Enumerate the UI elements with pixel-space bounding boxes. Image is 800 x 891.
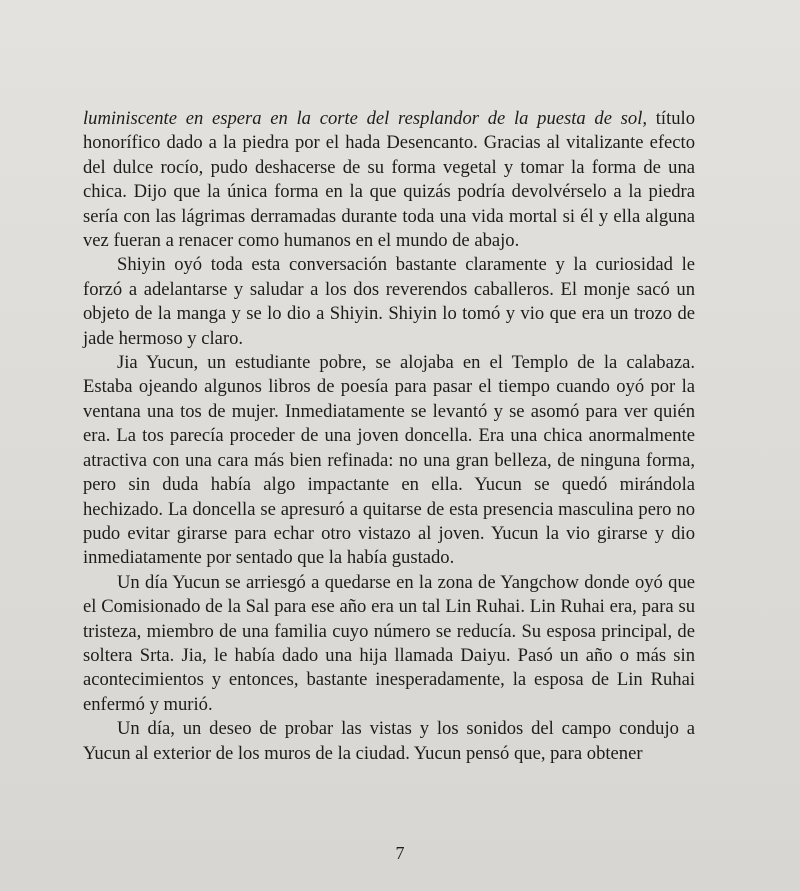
paragraph-5: Un día, un deseo de probar las vistas y los sonidos del campo condujo a Yucun al exterior de los muros de la ciudad. Yucun pensó que, para obtener xyxy=(83,718,695,764)
paragraph-3: Jia Yucun, un estudiante pobre, se alojaba en el Templo de la calabaza. Estaba ojeando algunos libros de poesía para pasar el tiempo cuando oyó por la ventana una tos de mujer. Inmediatamente se levantó y se asomó para ver quién era. La tos parecía proceder de una joven doncella. Era una chica anormalmente atractiva con una cara más bien refinada: no una gran belleza, de ninguna forma, pero sin duda había algo impactante en ella. Yucun se quedó mirándola hechizado. La doncella se apresuró a quitarse de esta presencia masculina pero no pudo evitar girarse para echar otro vistazo al joven. Yucun la vio girarse y dio inmediatamente por sentado que la había gustado. xyxy=(83,352,695,569)
body-text xyxy=(83,107,695,766)
page-number: 7 xyxy=(395,843,405,863)
paragraph-1-text: título honorífico dado a la piedra por el hada Desencanto. Gracias al vitalizante efecto del dulce rocío, pudo deshacerse de su forma vegetal y tomar la forma de una chica. Dijo que la única forma en la que quizás podría devolvérselo a la piedra sería con las lágrimas derramadas durante toda una vida mortal si él y ella alguna vez fueran a renacer como humanos en el mundo de abajo. xyxy=(83,108,696,252)
paragraph-4: Un día Yucun se arriesgó a quedarse en la zona de Yangchow donde oyó que el Comisionado de la Sal para ese año era un tal Lin Ruhai. Lin Ruhai era, para su tristeza, miembro de una familia cuyo número se reducía. Su esposa principal, de soltera Srta. Jia, le había dado una hija llamada Daiyu. Pasó un año o más sin acontecimientos y entonces, bastante inesperadamente, la esposa de Lin Ruhai enfermó y murió. xyxy=(83,571,695,715)
paragraph-1 xyxy=(83,107,695,253)
paragraph-2: Shiyin oyó toda esta conversación bastante claramente y la curiosidad le forzó a adelantarse y saludar a los dos reverendos caballeros. El monje sacó un objeto de la manga y se lo dio a Shiyin. Shiyin lo tomó y vio que era un trozo de jade hermoso y claro. xyxy=(83,254,695,349)
italic-title-phrase: luminiscente en espera en la corte del resplandor de la puesta de sol, xyxy=(83,108,648,129)
